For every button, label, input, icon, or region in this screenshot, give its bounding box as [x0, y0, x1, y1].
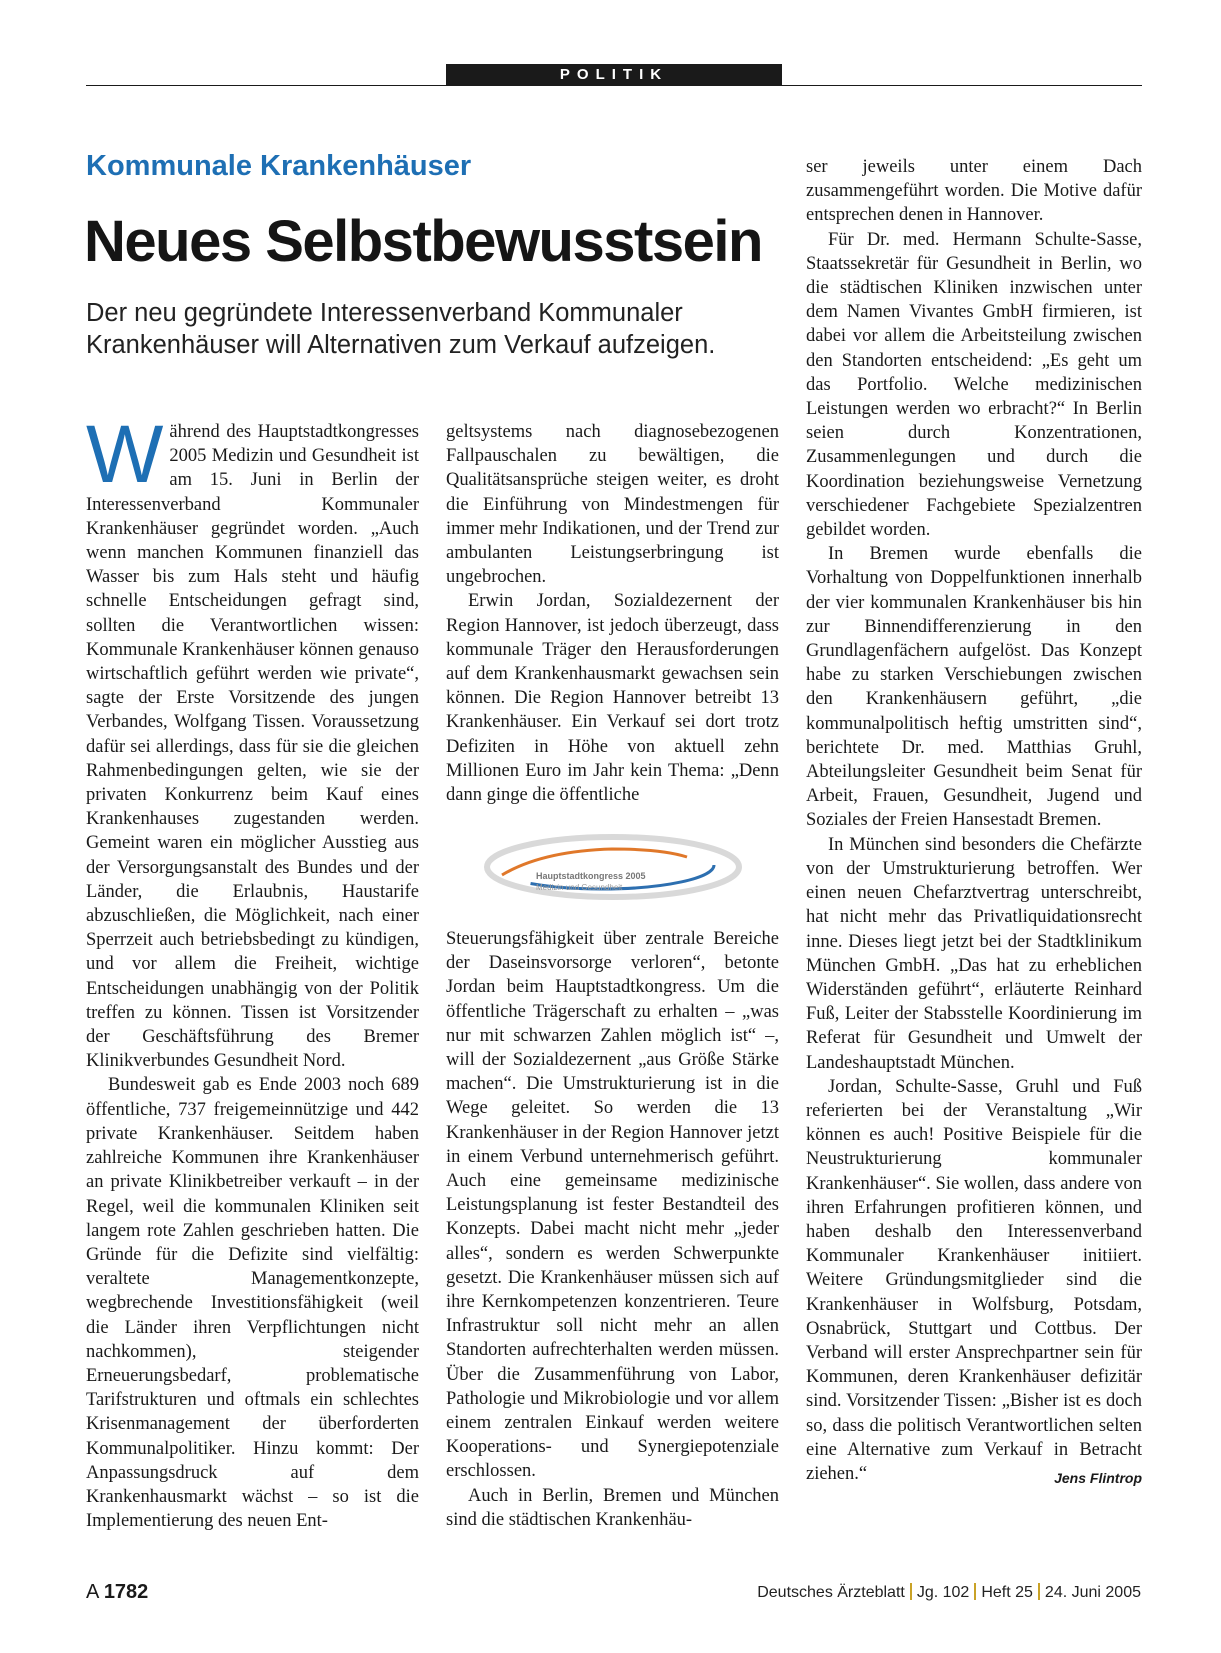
- journal-volume: Jg. 102: [916, 1584, 970, 1601]
- paragraph: [86, 409, 419, 1073]
- paragraph: [806, 1075, 1142, 1486]
- page-number: [86, 1581, 148, 1604]
- article-kicker: Kommunale Krankenhäuser: [86, 150, 472, 182]
- journal-name: Deutsches Ärzteblatt: [757, 1584, 905, 1601]
- paragraph: ser jeweils unter einem Dach zusammengeführt worden. Die Motive dafür entsprechen denen in Hannover.: [806, 157, 1142, 226]
- hauptstadtkongress-logo: [482, 827, 745, 913]
- paragraph: Für Dr. med. Hermann Schulte-Sasse, Staatssekretär für Gesundheit in Berlin, wo die städtischen Kliniken inzwischen unter dem Namen Vivantes GmbH firmieren, ist dabei vor allem die Arbeitsteilung zwischen den Standorten entscheidend: „Es geht um das Portfolio. Welche medizinischen Leistungen werden wo erbracht?“ In Berlin seien durch Konzentrationen, Zusammenlegungen und durch die Koordination beziehungsweise Vernetzung verschiedener Fachgebiete Spezialzentren gebildet worden.: [806, 229, 1142, 541]
- paragraph: In München sind besonders die Chefärzte von der Umstrukturierung betroffen. Wer einen neuen Chefarztvertrag unterschreibt, hat nicht mehr das Privatliquidationsrecht inne. Dieses liegt jetzt bei der Stadtklinikum München GmbH. „Das hat zu erheblichen Widerständen geführt“, erläuterte Reinhard Fuß, Leiter der Stabsstelle Koordinierung im Referat für Gesundheit und Umwelt der Landeshauptstadt München.: [806, 834, 1142, 1073]
- section-label: POLITIK: [446, 64, 782, 86]
- paragraph: Steuerungsfähigkeit über zentrale Bereiche der Daseinsvorsorge verloren“, betonte Jordan beim Hauptstadtkongress. Um die öffentliche Trägerschaft zu erhalten – „was nur mit schwarzen Zahlen möglich ist“ –, will der Sozialdezernent „aus Größe Stärke machen“. Die Umstrukturierung ist in die Wege geleitet. So werden die 13 Krankenhäuser in der Region Hannover jetzt in einem Verbund unternehmerisch geführt. Auch eine gemeinsame medizinische Leistungsplanung ist fester Bestandteil des Konzepts. Dabei macht nicht mehr „jeder alles“, sondern es werden Schwerpunkte gesetzt. Die Krankenhäuser müssen sich auf ihre Kernkompetenzen konzentrieren. Teure Infrastruktur soll nicht mehr an allen Standorten aufrechterhalten werden müssen. Über die Zusammenführung von Labor, Pathologie und Mikrobiologie und vor allem einem zentralen Einkauf werden weitere Kooperations- und Synergiepotenziale erschlossen.: [446, 929, 779, 1482]
- paragraph: Auch in Berlin, Bremen und München sind die städtischen Krankenhäu-: [446, 1485, 779, 1530]
- article-lead: Der neu gegründete Interessenverband Kommunaler Krankenhäuser will Alternativen zum Verkauf aufzeigen.: [86, 299, 716, 359]
- paragraph-text: ährend des Hauptstadtkongresses 2005 Medizin und Gesundheit ist am 15. Juni in Berlin der Interessenverband Kommunaler Krankenhäuser gegründet worden. „Auch wenn manchen Kommunen finanziell das Wasser bis zum Hals steht und häufig schnelle Entscheidungen gefragt sind, sollten die Verantwortlichen wissen: Kommunale Krankenhäuser können genauso wirtschaftlich geführt werden wie private“, sagte der Erste Vorsitzende des jungen Verbandes, Wolfgang Tissen. Voraussetzung dafür sei allerdings, dass für sie die gleichen Rahmenbedingungen gelten, wie sie der privaten Konkurrenz beim Kauf eines Krankenhauses zugestanden werden. Gemeint waren ein möglicher Ausstieg aus der Versorgungsanstalt des Bundes und der Länder, die Erlaubnis, Haustarife abzuschließen, die Möglichkeit, nach einer Sperrzeit auch betriebsbedingt zu kündigen, und vor allem die Freiheit, wichtige Entscheidungen unabhängig von der Politik treffen zu können. Tissen ist Vorsitzender der Geschäftsführung des Bremer Klinikverbundes Gesundheit Nord.: [86, 422, 419, 1072]
- journal-date: 24. Juni 2005: [1044, 1584, 1141, 1601]
- journal-footer: [757, 1583, 1141, 1602]
- footer-separator: [974, 1583, 976, 1600]
- paragraph: Erwin Jordan, Sozialdezernent der Region Hannover, ist jedoch überzeugt, dass kommunale Träger den Herausforderungen auf dem Krankenhausmarkt gewachsen sein können. Die Region Hannover betreibt 13 Krankenhäuser. Ein Verkauf sei dort trotz Defiziten in Höhe von aktuell zehn Millionen Euro im Jahr kein Thema: „Denn dann ginge die öffentliche: [446, 591, 779, 806]
- journal-issue: Heft 25: [981, 1584, 1033, 1601]
- page-prefix: A: [86, 1581, 99, 1603]
- footer-separator: [910, 1583, 912, 1600]
- article-column-3: [806, 155, 1142, 1490]
- article-column-1: [86, 409, 419, 1533]
- logo-title: Hauptstadtkongress 2005: [536, 871, 646, 881]
- article-column-2-top: [446, 420, 779, 807]
- paragraph: geltsystems nach diagnosebezogenen Fallpauschalen zu bewältigen, die Qualitätsansprüche steigen weiter, es droht die Einführung von Mindestmengen für immer mehr Indikationen, und der Trend zur ambulanten Leistungserbringung ist ungebrochen.: [446, 422, 779, 588]
- paragraph: Bundesweit gab es Ende 2003 noch 689 öffentliche, 737 freigemeinnützige und 442 private Krankenhäuser. Seitdem haben zahlreiche Kommunen ihre Krankenhäuser an private Klinikbetreiber verkauft – in der Regel, weil die kommunalen Kliniken seit langem rote Zahlen geschrieben hatten. Die Gründe für die Defizite sind vielfältig: veraltete Managementkonzepte, wegbrechende Investitionsfähigkeit (weil die Länder ihren Verpflichtungen nicht nachkommen), steigender Erneuerungsbedarf, problematische Tarifstrukturen und oftmals ein schlechtes Krisenmanagement der überforderten Kommunalpolitiker. Hinzu kommt: Der Anpassungsdruck auf dem Krankenhausmarkt wächst – so ist die Implementierung des neuen Ent-: [86, 1075, 419, 1532]
- article-author: Jens Flintrop: [1054, 1469, 1142, 1486]
- footer-separator: [1038, 1583, 1040, 1600]
- paragraph: In Bremen wurde ebenfalls die Vorhaltung von Doppelfunktionen innerhalb der vier kommunalen Krankenhäuser bis hin zur Binnendifferenzierung in den Grundlagenfächern aufgelöst. Das Konzept habe zu starken Verschiebungen zwischen den Krankenhäusern geführt, „die kommunalpolitisch heftig umstritten sind“, berichtete Dr. med. Matthias Gruhl, Abteilungsleiter Gesundheit beim Senat für Arbeit, Frauen, Gesundheit, Jugend und Soziales der Freien Hansestadt Bremen.: [806, 544, 1142, 831]
- article-headline: Neues Selbstbewusstsein: [84, 209, 762, 274]
- page-number-value: 1782: [103, 1581, 149, 1603]
- paragraph-text: Jordan, Schulte-Sasse, Gruhl und Fuß referierten bei der Veranstaltung „Wir können es auch! Positive Beispiele für die Neustrukturierung kommunaler Krankenhäuser“. Sie wollen, dass andere von ihren Erfahrungen profitieren können, und haben deshalb den Interessenverband Kommunaler Krankenhäuser initiiert. Weitere Gründungsmitglieder sind die Krankenhäuser in Wolfsburg, Potsdam, Osnabrück, Stuttgart und Cottbus. Der Verband will erster Ansprechpartner sein für Kommunen, deren Krankenhäuser defizitär sind. Vorsitzender Tissen: „Bisher ist es doch so, dass die politisch Verantwortlichen selten eine Alternative zum Verkauf in Betracht ziehen.“: [806, 1076, 1142, 1484]
- article-column-2-bottom: [446, 927, 779, 1532]
- logo-subtitle: Medizin und Gesundheit: [536, 883, 623, 892]
- drop-cap: W: [86, 409, 164, 500]
